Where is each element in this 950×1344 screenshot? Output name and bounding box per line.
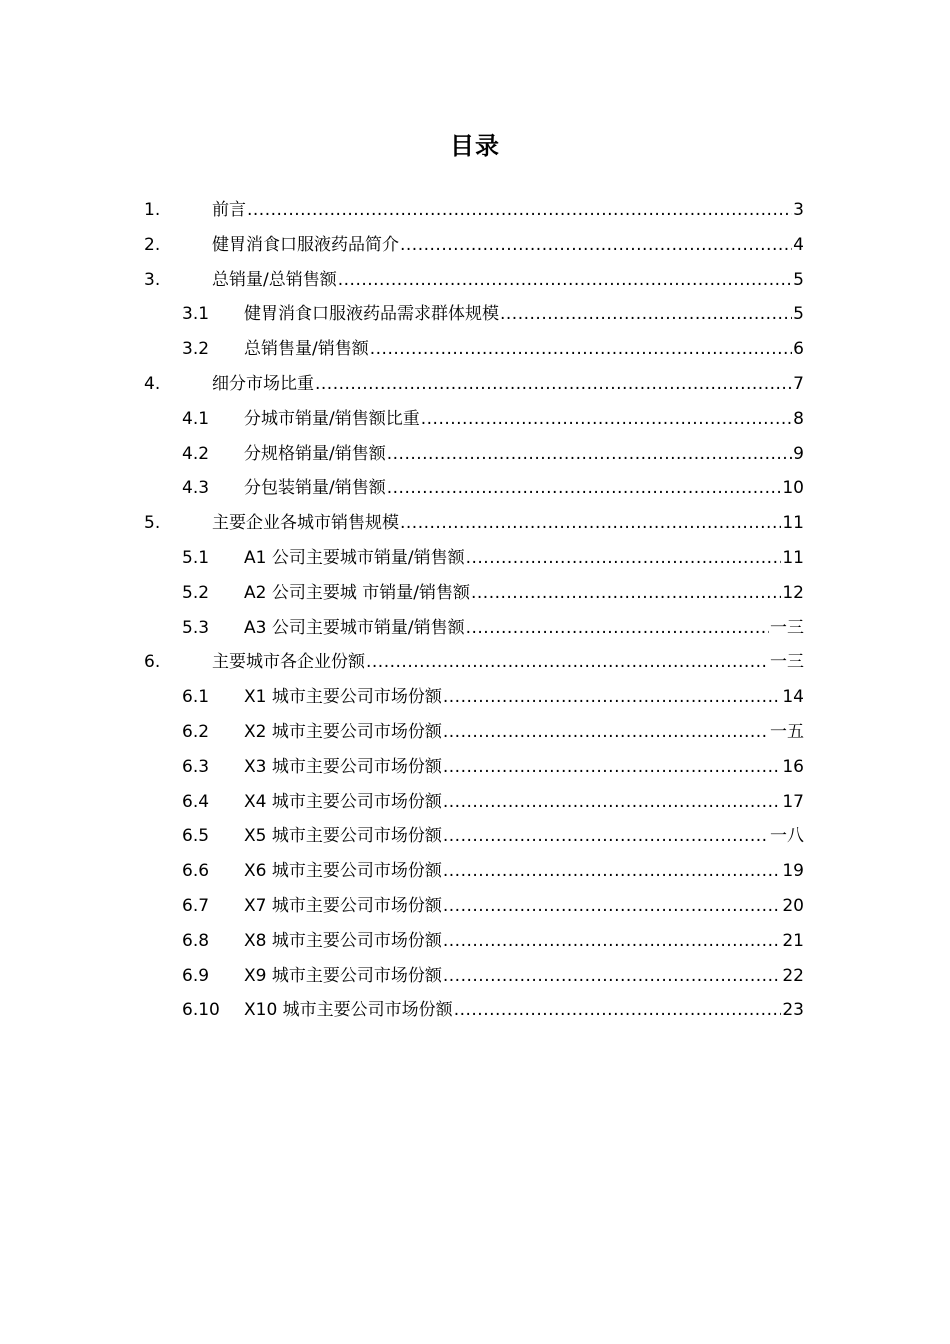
toc-entry[interactable] bbox=[0, 785, 950, 820]
toc-entry-line bbox=[212, 263, 804, 298]
toc-list bbox=[0, 193, 950, 1028]
toc-dot-leader bbox=[400, 506, 781, 541]
toc-entry-page-number: 9 bbox=[793, 443, 804, 464]
toc-entry-page-number: 11 bbox=[782, 547, 804, 568]
toc-dot-leader bbox=[443, 889, 781, 924]
toc-entry-page-number: 20 bbox=[782, 895, 804, 916]
toc-entry-label: 主要企业各城市销售规模 bbox=[212, 513, 399, 534]
toc-entry[interactable] bbox=[0, 228, 950, 263]
toc-entry[interactable] bbox=[0, 471, 950, 506]
toc-entry-label: X9 城市主要公司市场份额 bbox=[244, 965, 442, 986]
toc-dot-leader bbox=[421, 402, 792, 437]
toc-entry-label: 分规格销量/销售额 bbox=[244, 443, 386, 464]
toc-entry-label: 前言 bbox=[212, 200, 246, 220]
toc-entry-line bbox=[244, 924, 804, 959]
toc-dot-leader bbox=[443, 750, 781, 785]
toc-dot-leader bbox=[466, 611, 769, 646]
toc-dot-leader bbox=[443, 715, 769, 750]
toc-title: 目录 bbox=[450, 132, 500, 160]
toc-entry-label: 总销量/总销售额 bbox=[212, 269, 337, 290]
toc-dot-leader bbox=[471, 576, 781, 611]
toc-entry-line bbox=[244, 680, 804, 715]
toc-entry-number: 4.2 bbox=[182, 443, 210, 464]
toc-entry-page-number: 23 bbox=[782, 1000, 804, 1021]
toc-entry-line bbox=[212, 506, 804, 541]
toc-dot-leader bbox=[338, 263, 792, 298]
toc-entry-number: 6.8 bbox=[182, 930, 210, 951]
toc-entry-label: A3 公司主要城市销量/销售额 bbox=[244, 617, 465, 638]
toc-entry-number: 4.3 bbox=[182, 478, 210, 499]
toc-entry-number: 3.2 bbox=[182, 339, 210, 360]
toc-entry-number: 5.3 bbox=[182, 617, 210, 638]
toc-entry[interactable] bbox=[0, 367, 950, 402]
toc-entry-page-number: 12 bbox=[782, 582, 804, 603]
toc-entry-number: 3. bbox=[144, 269, 161, 290]
toc-dot-leader bbox=[443, 924, 781, 959]
toc-entry-line bbox=[244, 297, 804, 332]
toc-entry-label: 分包装销量/销售额 bbox=[244, 478, 386, 499]
toc-entry-number: 6.3 bbox=[182, 756, 210, 777]
toc-entry-line bbox=[244, 541, 804, 576]
toc-entry[interactable] bbox=[0, 297, 950, 332]
toc-entry-label: 主要城市各企业份额 bbox=[212, 652, 365, 673]
toc-dot-leader bbox=[387, 471, 782, 506]
toc-entry[interactable] bbox=[0, 437, 950, 472]
toc-entry-line bbox=[244, 785, 804, 820]
toc-entry[interactable] bbox=[0, 576, 950, 611]
toc-entry-number: 6.6 bbox=[182, 861, 210, 882]
toc-entry-label: X10 城市主要公司市场份额 bbox=[244, 1000, 453, 1021]
toc-entry-page-number: 21 bbox=[782, 930, 804, 951]
toc-entry-line bbox=[244, 576, 804, 611]
toc-dot-leader bbox=[400, 228, 792, 263]
toc-entry-label: X7 城市主要公司市场份额 bbox=[244, 895, 442, 916]
toc-entry-label: X3 城市主要公司市场份额 bbox=[244, 756, 442, 777]
toc-dot-leader bbox=[370, 332, 792, 367]
toc-entry[interactable] bbox=[0, 889, 950, 924]
toc-entry[interactable] bbox=[0, 541, 950, 576]
toc-entry-number: 6.2 bbox=[182, 721, 210, 742]
toc-entry-page-number: 一三 bbox=[770, 652, 804, 673]
toc-entry[interactable] bbox=[0, 506, 950, 541]
toc-entry[interactable] bbox=[0, 332, 950, 367]
toc-entry-line bbox=[244, 819, 804, 854]
toc-entry[interactable] bbox=[0, 750, 950, 785]
toc-entry-label: 健胃消食口服液药品简介 bbox=[212, 234, 399, 255]
toc-entry-label: X4 城市主要公司市场份额 bbox=[244, 791, 442, 812]
toc-entry-page-number: 16 bbox=[782, 756, 804, 777]
toc-entry-label: 总销售量/销售额 bbox=[244, 339, 369, 360]
toc-entry-number: 6.7 bbox=[182, 895, 210, 916]
toc-entry-number: 6.10 bbox=[182, 1000, 220, 1021]
toc-entry-page-number: 10 bbox=[782, 478, 804, 499]
toc-entry-page-number: 一三 bbox=[770, 617, 804, 638]
toc-entry-line bbox=[244, 332, 804, 367]
toc-entry[interactable] bbox=[0, 715, 950, 750]
toc-entry-page-number: 22 bbox=[782, 965, 804, 986]
toc-dot-leader bbox=[315, 367, 792, 402]
toc-entry-page-number: 7 bbox=[793, 373, 804, 394]
toc-entry-page-number: 14 bbox=[782, 687, 804, 708]
toc-entry[interactable] bbox=[0, 819, 950, 854]
toc-entry-line bbox=[212, 645, 804, 680]
toc-entry-page-number: 5 bbox=[793, 304, 804, 325]
toc-entry[interactable] bbox=[0, 193, 950, 228]
toc-entry-label: A1 公司主要城市销量/销售额 bbox=[244, 547, 465, 568]
toc-entry[interactable] bbox=[0, 680, 950, 715]
toc-entry-label: 细分市场比重 bbox=[212, 373, 314, 394]
toc-entry-number: 5. bbox=[144, 513, 161, 534]
toc-entry-line bbox=[244, 402, 804, 437]
toc-entry-number: 6.1 bbox=[182, 687, 210, 708]
toc-dot-leader bbox=[387, 437, 792, 472]
toc-entry-number: 3.1 bbox=[182, 304, 210, 325]
toc-entry-line bbox=[244, 437, 804, 472]
toc-entry[interactable] bbox=[0, 402, 950, 437]
toc-entry-page-number: 17 bbox=[782, 791, 804, 812]
toc-entry-number: 5.2 bbox=[182, 582, 210, 603]
toc-entry-number: 2. bbox=[144, 234, 161, 255]
toc-entry-page-number: 5 bbox=[793, 269, 804, 290]
toc-entry-number: 6.9 bbox=[182, 965, 210, 986]
toc-dot-leader bbox=[443, 819, 769, 854]
toc-entry[interactable] bbox=[0, 924, 950, 959]
toc-entry[interactable] bbox=[0, 854, 950, 889]
toc-entry[interactable] bbox=[0, 993, 950, 1028]
toc-entry-number: 5.1 bbox=[182, 547, 210, 568]
toc-entry-page-number: 3 bbox=[793, 200, 804, 220]
toc-entry-number: 6.4 bbox=[182, 791, 210, 812]
toc-entry-line bbox=[212, 228, 804, 263]
toc-entry-number: 6. bbox=[144, 652, 161, 673]
toc-entry[interactable] bbox=[0, 263, 950, 298]
toc-entry-line bbox=[244, 993, 804, 1028]
toc-dot-leader bbox=[366, 645, 769, 680]
toc-entry-line bbox=[212, 193, 804, 228]
toc-entry-line bbox=[212, 367, 804, 402]
toc-entry[interactable] bbox=[0, 645, 950, 680]
toc-entry-label: X1 城市主要公司市场份额 bbox=[244, 687, 442, 708]
toc-entry-label: X2 城市主要公司市场份额 bbox=[244, 721, 442, 742]
toc-dot-leader bbox=[443, 959, 781, 994]
toc-entry-page-number: 4 bbox=[793, 234, 804, 255]
toc-dot-leader bbox=[247, 193, 792, 228]
toc-entry-page-number: 6 bbox=[793, 339, 804, 360]
toc-dot-leader bbox=[454, 993, 782, 1028]
toc-entry-line bbox=[244, 750, 804, 785]
toc-dot-leader bbox=[443, 854, 781, 889]
toc-entry-label: 健胃消食口服液药品需求群体规模 bbox=[244, 304, 499, 325]
toc-entry-number: 4. bbox=[144, 373, 161, 394]
toc-entry[interactable] bbox=[0, 611, 950, 646]
toc-entry-page-number: 一五 bbox=[770, 721, 804, 742]
toc-entry-line bbox=[244, 611, 804, 646]
toc-entry-label: A2 公司主要城 市销量/销售额 bbox=[244, 582, 470, 603]
toc-entry-line bbox=[244, 889, 804, 924]
toc-entry-label: X6 城市主要公司市场份额 bbox=[244, 861, 442, 882]
toc-entry-page-number: 11 bbox=[782, 513, 804, 534]
toc-entry-label: X5 城市主要公司市场份额 bbox=[244, 826, 442, 847]
toc-entry-line bbox=[244, 854, 804, 889]
toc-entry-label: 分城市销量/销售额比重 bbox=[244, 408, 420, 429]
toc-entry-number: 4.1 bbox=[182, 408, 210, 429]
toc-entry[interactable] bbox=[0, 959, 950, 994]
toc-dot-leader bbox=[466, 541, 782, 576]
toc-dot-leader bbox=[443, 680, 781, 715]
toc-entry-page-number: 一八 bbox=[770, 826, 804, 847]
toc-dot-leader bbox=[500, 297, 792, 332]
toc-entry-label: X8 城市主要公司市场份额 bbox=[244, 930, 442, 951]
toc-entry-number: 6.5 bbox=[182, 826, 210, 847]
toc-entry-page-number: 8 bbox=[793, 408, 804, 429]
toc-entry-line bbox=[244, 471, 804, 506]
toc-entry-line bbox=[244, 959, 804, 994]
toc-dot-leader bbox=[443, 785, 781, 820]
toc-entry-number: 1. bbox=[144, 200, 161, 220]
toc-entry-page-number: 19 bbox=[782, 861, 804, 882]
toc-entry-line bbox=[244, 715, 804, 750]
